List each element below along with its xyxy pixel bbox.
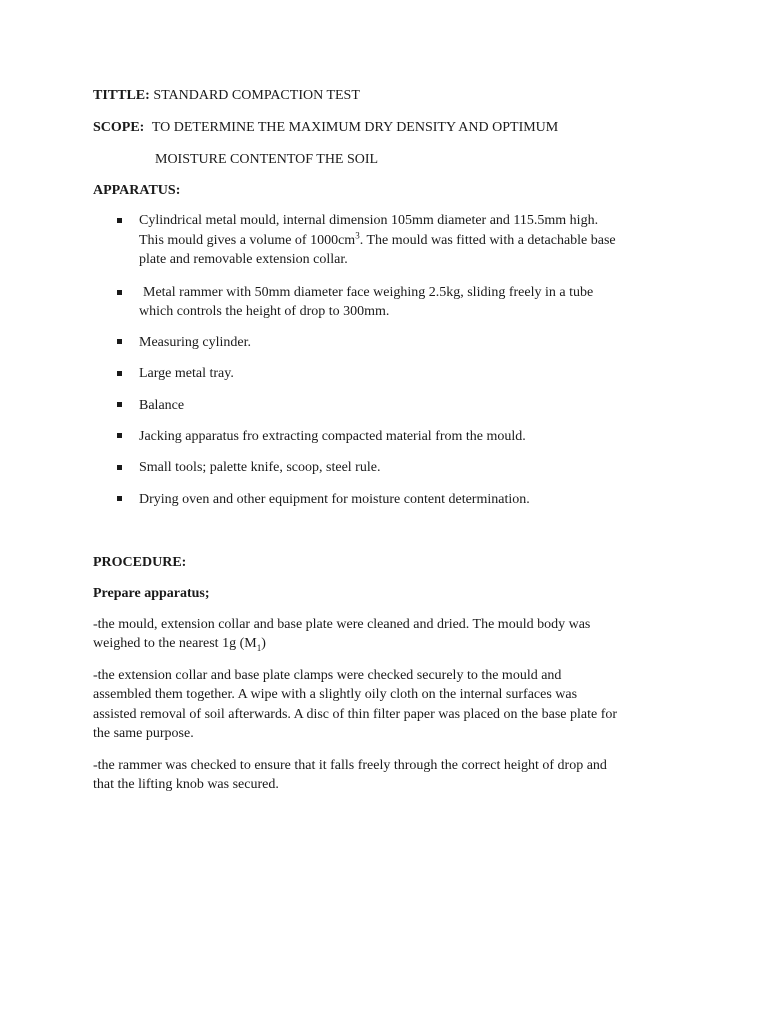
procedure-subheading: Prepare apparatus; <box>93 586 210 601</box>
apparatus-item-5: Balance <box>139 398 185 413</box>
apparatus-item-1-line-2 <box>139 232 616 250</box>
apparatus-item-1-text-b: . The mould was fitted with a detachable base <box>359 233 616 248</box>
scope-label: SCOPE: <box>93 120 145 135</box>
procedure-p1-line-1: -the mould, extension collar and base plate were cleaned and dried. The mould body was <box>93 617 591 632</box>
procedure-heading: PROCEDURE: <box>93 555 187 570</box>
bullet-marker <box>117 433 122 438</box>
apparatus-heading: APPARATUS: <box>93 183 181 198</box>
procedure-p1-text-a: weighed to the nearest 1g (M <box>93 636 257 651</box>
apparatus-item-1-text-a: This mould gives a volume of 1000cm <box>139 233 356 248</box>
apparatus-item-6: Jacking apparatus fro extracting compacted material from the mould. <box>139 429 526 444</box>
scope-text-2: MOISTURE CONTENTOF THE SOIL <box>155 152 379 167</box>
procedure-p2-line-4: the same purpose. <box>93 726 194 741</box>
title-line <box>93 87 360 105</box>
procedure-p3-line-1: -the rammer was checked to ensure that it falls freely through the correct height of drop and <box>93 758 607 773</box>
bullet-marker <box>117 339 122 344</box>
apparatus-item-7: Small tools; palette knife, scoop, steel rule. <box>139 460 381 475</box>
procedure-p1-line-2 <box>93 635 266 653</box>
apparatus-item-3: Measuring cylinder. <box>139 335 251 350</box>
scope-line-2 <box>155 151 378 169</box>
subscript-1: 1 <box>256 642 262 653</box>
apparatus-item-4: Large metal tray. <box>139 366 234 381</box>
bullet-marker <box>117 218 122 223</box>
title-value: STANDARD COMPACTION TEST <box>153 88 360 103</box>
bullet-marker <box>117 371 122 376</box>
superscript-3: 3 <box>355 230 360 241</box>
procedure-p2-line-3: assisted removal of soil afterwards. A disc of thin filter paper was placed on the base plate for <box>93 707 618 722</box>
apparatus-item-2-line-2: which controls the height of drop to 300mm. <box>139 304 390 319</box>
procedure-p2-line-1: -the extension collar and base plate clamps were checked securely to the mould and <box>93 668 562 683</box>
procedure-p2-line-2: assembled them together. A wipe with a slightly oily cloth on the internal surfaces was <box>93 687 578 702</box>
apparatus-item-1-line-1: Cylindrical metal mould, internal dimension 105mm diameter and 115.5mm high. <box>139 213 599 228</box>
bullet-marker <box>117 402 122 407</box>
bullet-marker <box>117 496 122 501</box>
apparatus-item-8: Drying oven and other equipment for moisture content determination. <box>139 492 530 507</box>
procedure-p3-line-2: that the lifting knob was secured. <box>93 777 279 792</box>
bullet-marker <box>117 465 122 470</box>
bullet-marker <box>117 290 122 295</box>
scope-text-1: TO DETERMINE THE MAXIMUM DRY DENSITY AND OPTIMUM <box>151 120 559 135</box>
apparatus-item-1-line-3: plate and removable extension collar. <box>139 252 348 267</box>
scope-line-1 <box>93 119 558 137</box>
title-label: TITTLE: <box>93 88 150 103</box>
apparatus-item-2-line-1: Metal rammer with 50mm diameter face weighing 2.5kg, sliding freely in a tube <box>143 285 594 300</box>
procedure-p1-text-b: ) <box>261 636 266 651</box>
